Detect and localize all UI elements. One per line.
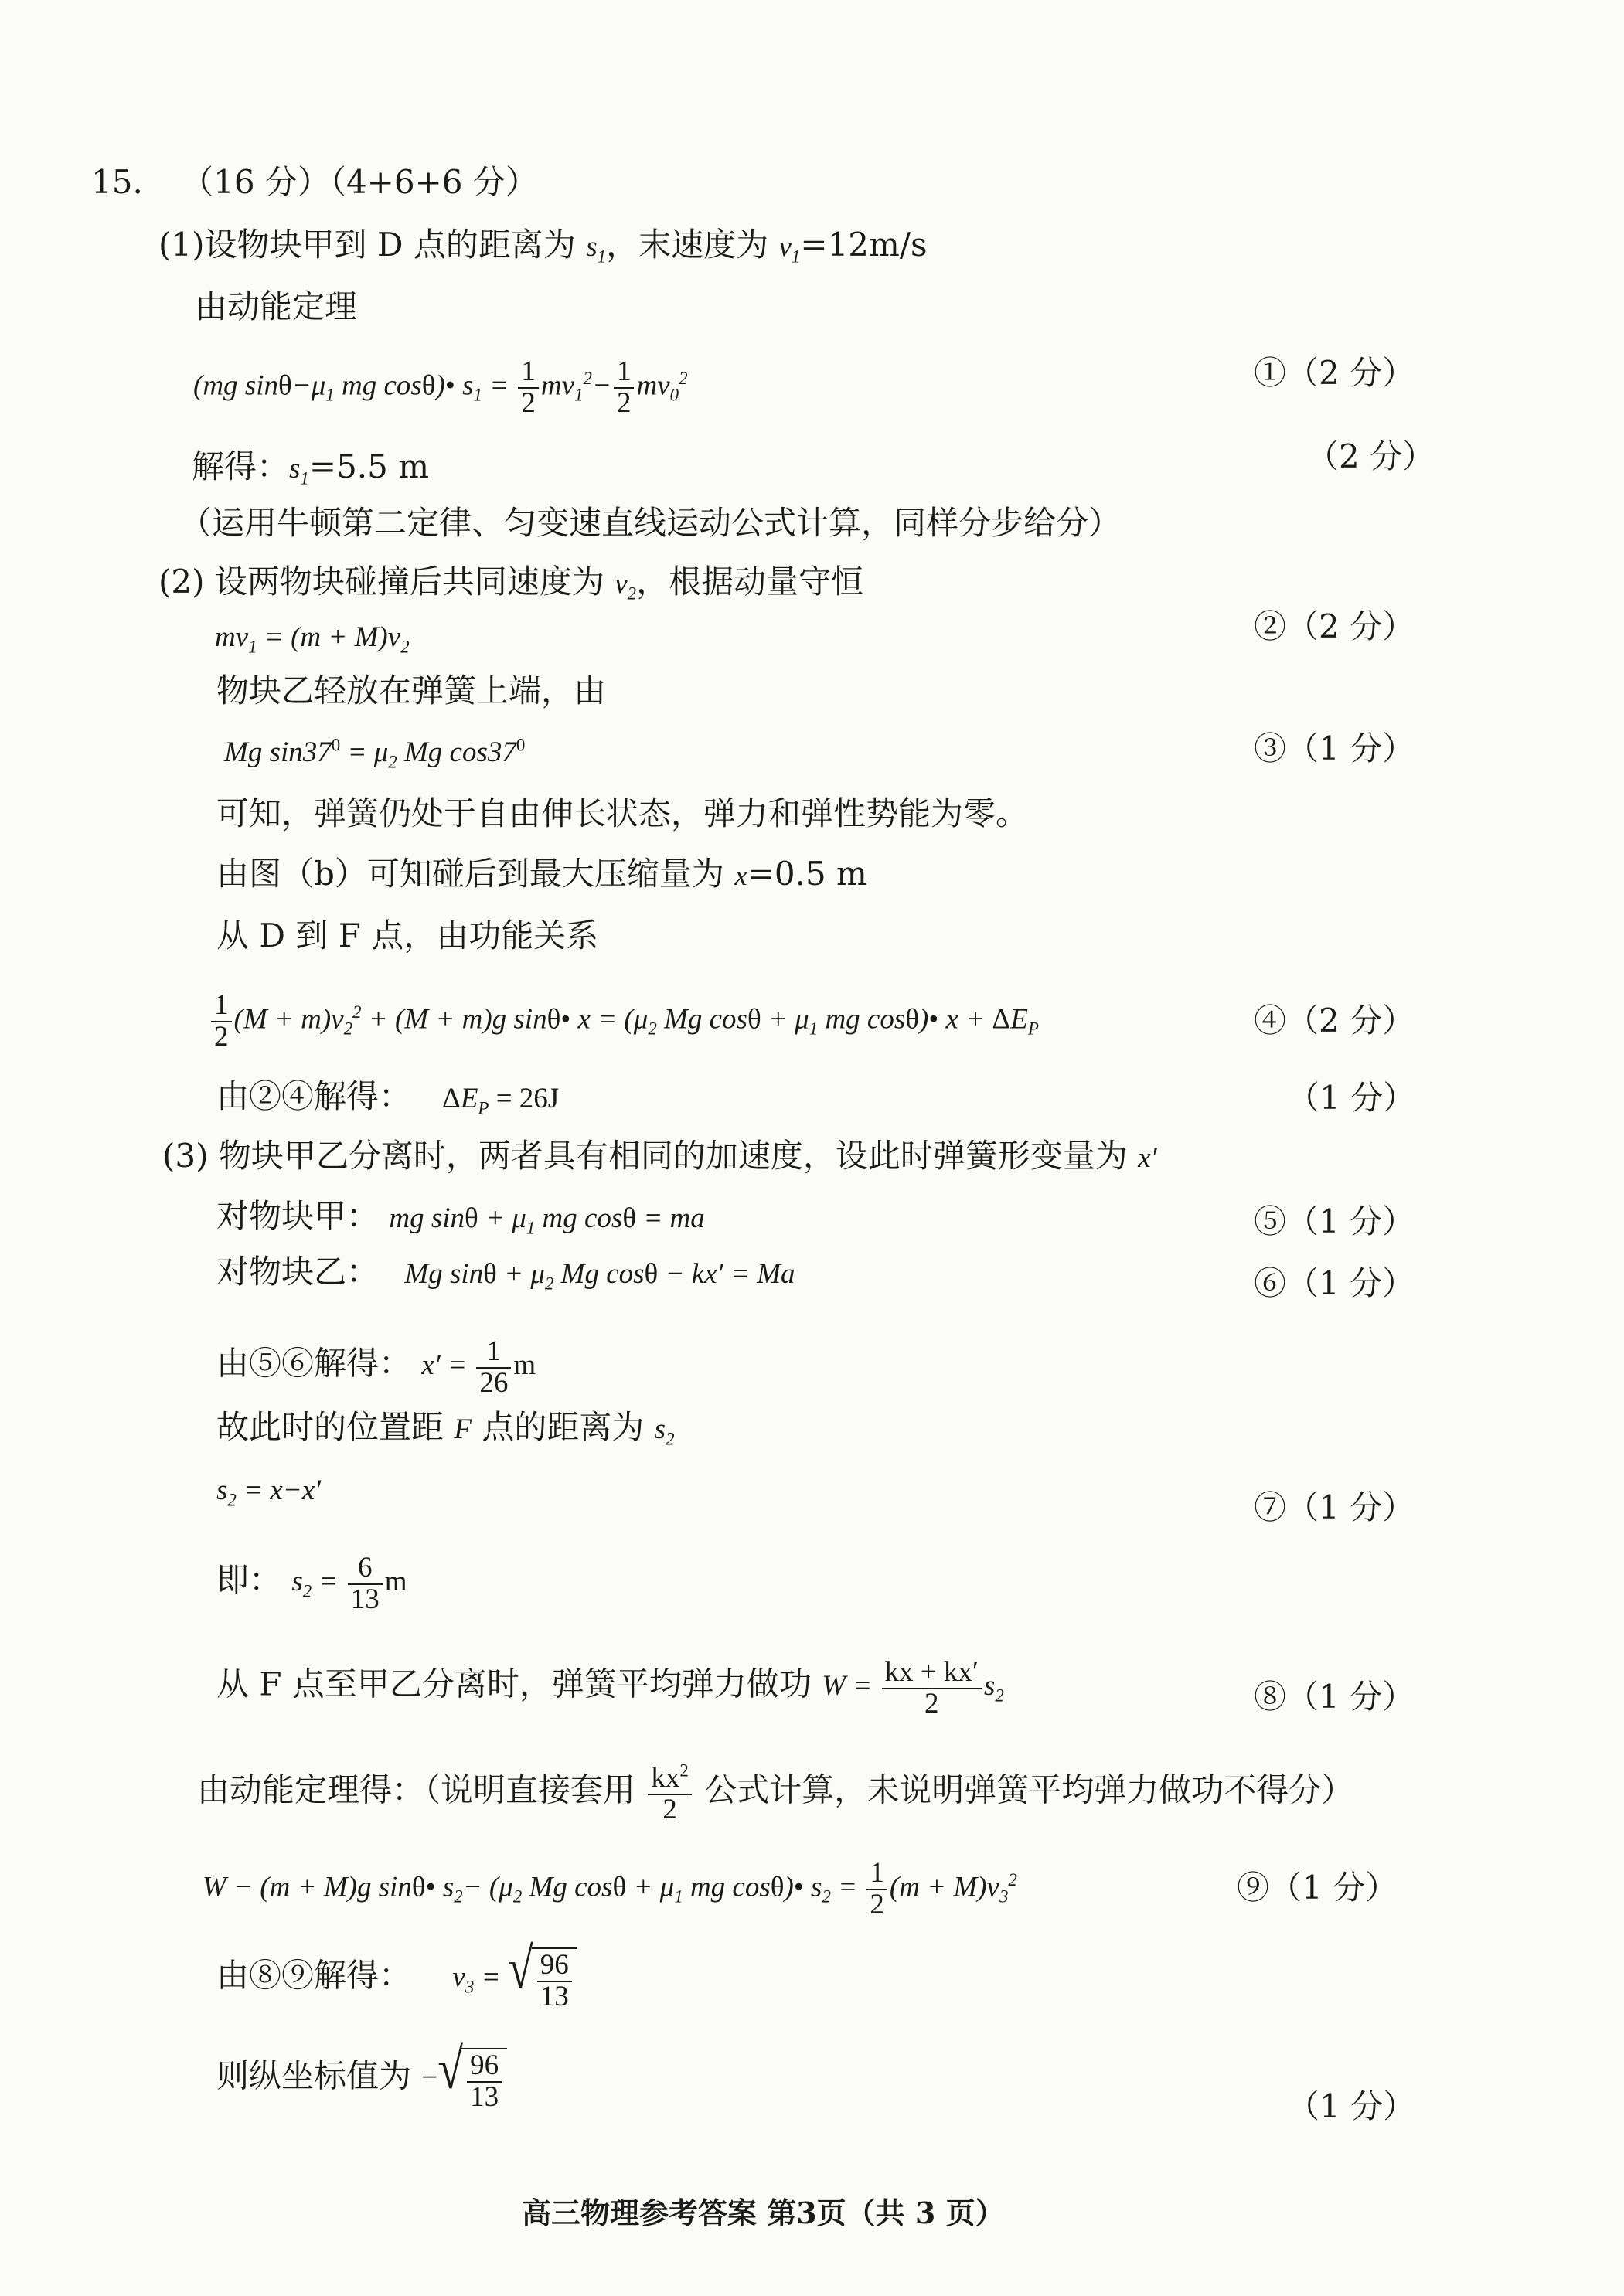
equation-3: Mg $\sin 37^0 = \mu_2$ Mg $\cos 37^0$: [224, 735, 526, 772]
symbol-s1: $s_1$: [289, 453, 309, 488]
equation-2-score: ②（2 分）: [1254, 607, 1415, 645]
part3-energy-text: [197, 1760, 1354, 1825]
part3-s2-result: [216, 1553, 407, 1615]
symbol-x: x: [734, 860, 747, 892]
equation-7: $s_2 = x-x'$: [216, 1475, 322, 1510]
part3-solve56: [216, 1337, 536, 1399]
part1-method: 由动能定理: [195, 287, 358, 325]
part3-position-text: [216, 1408, 675, 1449]
symbol-x-prime: x′: [1138, 1142, 1157, 1174]
symbol-v1: $v_1$: [778, 231, 801, 267]
part3-jia-row: [216, 1197, 705, 1238]
part3-final-text: 则纵坐标值为: [216, 2056, 422, 2095]
part2-figure-text: [216, 855, 867, 893]
part2-conclusion: 可知，弹簧仍处于自由伸长状态，弹力和弹性势能为零。: [216, 794, 1029, 832]
part2-solution-score: （1 分）: [1287, 1079, 1416, 1117]
part3-energy-text-b: 公式计算，未说明弹簧平均弹力做功不得分）: [704, 1770, 1354, 1809]
symbol-f: F: [454, 1413, 472, 1445]
symbol-delta-ep: $\Delta E_P$: [442, 1083, 489, 1118]
part3-jia-label: 对物块甲：: [216, 1197, 380, 1235]
part1-note: （运用牛顿第二定律、匀变速直线运动公式计算，同样分步给分）: [179, 504, 1122, 542]
part2-solution-label: 由②④解得：: [216, 1077, 412, 1115]
x-prime-result: x′ = $\frac{1}{26}$ m: [421, 1335, 536, 1399]
question-header: [91, 163, 538, 201]
part3-final: [216, 2036, 507, 2113]
symbol-v2: $v_2$: [615, 568, 637, 604]
equation-7-score: ⑦（1 分）: [1254, 1488, 1415, 1526]
part2-intro-text-b: ，根据动量守恒: [636, 563, 864, 600]
equation-9: W − (m + M)g sinθ• $s_2- (\mu_2$ Mg $\cos\theta + \mu_1$ mg cosθ)• $s_2$ = $\frac{1}{2}$ $(m + M)v_3^2$: [203, 1857, 1017, 1920]
equation-9-score: ⑨（1 分）: [1237, 1869, 1398, 1907]
equation-8-score: ⑧（1 分）: [1254, 1678, 1415, 1716]
part3-final-score: （1 分）: [1287, 2087, 1416, 2125]
part3-yi-label: 对物块乙：: [216, 1253, 380, 1291]
part1-intro-text-b: ，末速度为: [606, 226, 779, 264]
part2-intro-text-a: (2) 设两物块碰撞后共同速度为: [158, 563, 615, 600]
part1-intro: [158, 226, 928, 267]
part1-solution-score: （2 分）: [1306, 437, 1435, 475]
part3-position-text-a: 故此时的位置距: [216, 1408, 455, 1446]
equation-6: Mg $\sin\theta + \mu_2$ Mg cosθ − kx′ = Ma: [404, 1258, 795, 1294]
page-footer: 高三物理参考答案 第3页（共 3 页）: [522, 2196, 1005, 2230]
part3-work-text: [216, 1658, 1004, 1719]
part2-figure-text-a: 由图（b）可知碰后到最大压缩量为: [216, 855, 735, 893]
part3-solve89-label: 由⑧⑨解得：: [216, 1956, 412, 1995]
equation-6-score: ⑥（1 分）: [1254, 1264, 1415, 1302]
equation-4-score: ④（2 分）: [1254, 1002, 1415, 1039]
part3-solve56-label: 由⑤⑥解得：: [216, 1344, 412, 1383]
part3-work-text-a: 从 F 点至甲乙分离时，弹簧平均弹力做功: [216, 1665, 822, 1703]
equation-5-score: ⑤（1 分）: [1254, 1202, 1415, 1240]
part1-intro-text-c: =12m/s: [800, 226, 928, 264]
symbol-s2: $s_2$: [654, 1413, 675, 1449]
part3-intro-text: (3) 物块甲乙分离时，两者具有相同的加速度，设此时弹簧形变量为: [162, 1137, 1139, 1175]
part1-solution: [192, 447, 430, 488]
part2-intro: [158, 563, 864, 604]
part3-energy-text-a: 由动能定理得：（说明直接套用: [197, 1770, 636, 1809]
part3-yi-row: [216, 1253, 795, 1294]
equation-8: W = $\frac{kx + kx'}{2}$ $s_2$: [822, 1656, 1004, 1719]
part3-position-text-b: 点的距离为: [471, 1408, 655, 1446]
s2-result: $s_2$ = $\frac{6}{13}$ m: [291, 1552, 407, 1615]
equation-3-score: ③（1 分）: [1254, 730, 1415, 767]
question-number: 15.: [91, 163, 143, 201]
part3-intro: [162, 1137, 1157, 1175]
part2-df-text: 从 D 到 F 点，由功能关系: [216, 917, 599, 954]
symbol-s1: $s_1$: [586, 231, 607, 267]
part2-solution: [216, 1077, 560, 1118]
part1-intro-text-a: (1)设物块甲到 D 点的距离为: [158, 226, 587, 264]
equation-4: $\frac{1}{2}$ $(M + m)v_2^2 + (M + m)g$ sinθ• $x = (\mu_2$ Mg $\cos\theta + \mu_1$ mg cosθ)• $x + \Delta E_P$: [209, 991, 1039, 1053]
part2-figure-text-b: =0.5 m: [747, 855, 867, 893]
part3-ji-label: 即：: [216, 1560, 282, 1599]
equation-2: $mv_1 = (m + M)v_2$: [215, 621, 410, 657]
part1-solution-value: =5.5 m: [308, 447, 430, 485]
part3-solve89: [216, 1936, 577, 2012]
equation-1-score: ①（2 分）: [1254, 354, 1415, 392]
equation-5: mg $\sin\theta + \mu_1$ mg cosθ = ma: [389, 1202, 705, 1238]
part1-solution-label: 解得：: [192, 447, 290, 485]
question-score: （16 分）（4+6+6 分）: [181, 163, 538, 201]
part2-solution-value: = 26J: [495, 1083, 560, 1114]
kx2-over-2: $\frac{kx^2}{2}$: [645, 1776, 693, 1808]
v3-result: $v_3$ = √ $\frac{96}{13}$: [452, 1961, 577, 1993]
part2-spring-text: 物块乙轻放在弹簧上端，由: [216, 672, 607, 709]
equation-1: (mg $\sin\theta-\mu_1$ mg cosθ)• $s_1$ = $\frac{1}{2}$ $mv_1^2-$ $\frac{1}{2}$ $mv_0^2$: [193, 355, 688, 419]
final-value: − √ $\frac{96}{13}$: [421, 2062, 507, 2094]
